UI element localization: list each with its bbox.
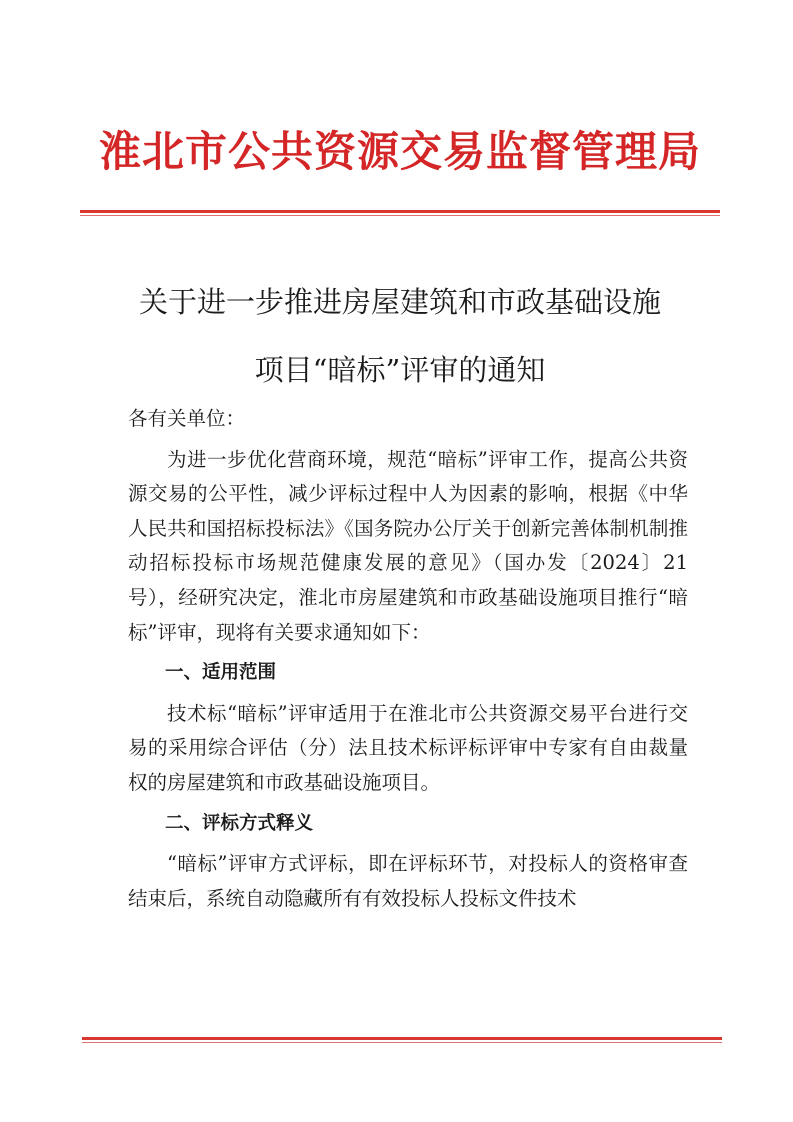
document-body	[128, 402, 688, 916]
footer-divider	[82, 1037, 722, 1040]
document-title-line2: 项目“暗标”评审的通知	[254, 353, 546, 387]
section-heading-method: 二、评标方式释义	[165, 812, 314, 834]
document-title-line1: 关于进一步推进房屋建筑和市政基础设施	[138, 285, 661, 319]
salutation: 各有关单位：	[128, 407, 246, 430]
footer-divider-thin	[82, 1042, 722, 1043]
section-body-scope: 技术标“暗标”评审适用于在淮北市公共资源交易平台进行交易的采用综合评估（分）法且技术标评标评审中专家有自由裁量权的房屋建筑和市政基础设施项目。	[128, 701, 688, 794]
section-body-method: “暗标”评审方式评标，即在评标环节，对投标人的资格审查结束后，系统自动隐藏所有有效投标人投标文件技术	[128, 852, 688, 910]
letterhead-title: 淮北市公共资源交易监督管理局	[98, 127, 701, 176]
intro-paragraph: 为进一步优化营商环境，规范“暗标”评审工作，提高公共资源交易的公平性，减少评标过程中人为因素的影响，根据《中华人民共和国招标投标法》《国务院办公厅关于创新完善体制机制推动招标投标市场规范健康发展的意见》（国办发〔2024〕21号），经研究决定，淮北市房屋建筑和市政基础设施项目推行“暗标”评审，现将有关要求通知如下：	[128, 447, 688, 644]
letterhead-divider	[80, 210, 720, 213]
letterhead-divider-thin	[80, 215, 720, 216]
section-heading-scope: 一、适用范围	[165, 662, 277, 684]
